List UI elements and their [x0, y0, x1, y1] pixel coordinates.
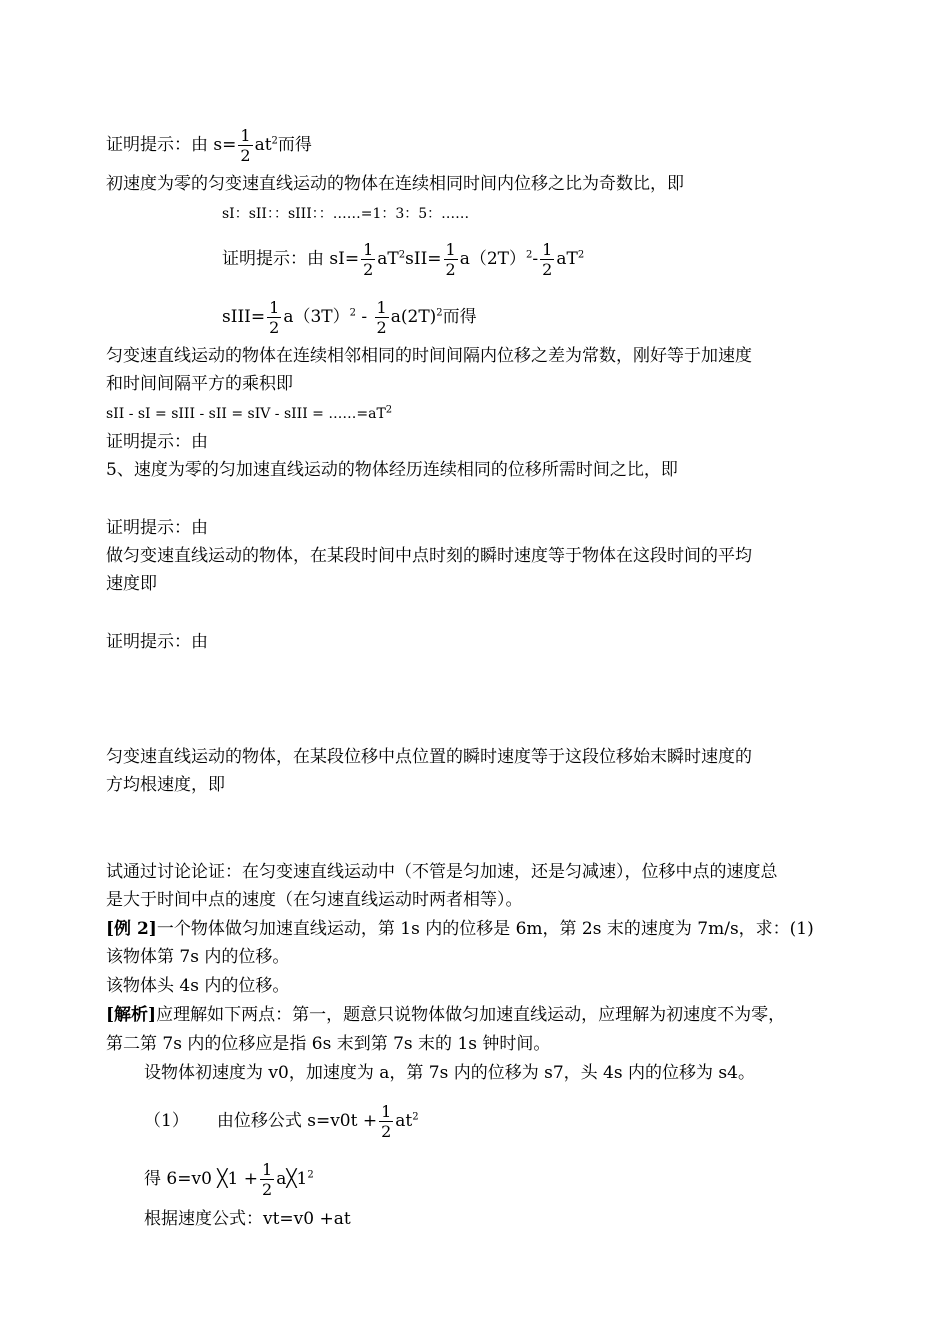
denominator: 2: [269, 318, 280, 337]
exponent: 2: [271, 135, 278, 147]
denominator: 2: [381, 1122, 392, 1141]
text: -: [532, 249, 539, 269]
numerator: 1: [269, 298, 280, 317]
mid-position-velocity-statement: 匀变速直线运动的物体，在某段位移中点位置的瞬时速度等于这段位移始末瞬时速度的: [106, 747, 752, 767]
solution-step-3: 根据速度公式：vt=v0 +at: [144, 1209, 351, 1229]
constant-difference-statement-cont: 和时间间隔平方的乘积即: [106, 374, 293, 394]
fraction: [444, 240, 458, 279]
exponent: 2: [436, 307, 443, 319]
analysis-setup: 设物体初速度为 v0，加速度为 a，第 7s 内的位移为 s7，头 4s 内的位移为 s4。: [144, 1063, 755, 1083]
discussion-prompt-cont: 是大于时间中点的速度（在匀速直线运动时两者相等）。: [106, 890, 523, 910]
text: a╳1: [276, 1169, 308, 1189]
proof-hint-line-1: [106, 126, 312, 165]
denominator: 2: [445, 260, 456, 279]
text: 由位移公式 s=v0t +: [216, 1111, 378, 1131]
text: sII=: [405, 249, 442, 269]
proof-hint-line-3: [222, 298, 477, 337]
fraction: [379, 1102, 393, 1141]
denominator: 2: [262, 1180, 273, 1199]
text: a（2T）: [459, 249, 527, 269]
numerator: 1: [262, 1160, 273, 1179]
exponent: 2: [349, 307, 356, 319]
text: 而得: [277, 135, 312, 155]
example-2-question-part-2: 该物体头 4s 内的位移。: [106, 976, 290, 996]
solution-step-1: [144, 1102, 419, 1141]
odd-ratio-formula: sI：sII：：sIII：：……=1：3：5：……: [222, 206, 470, 222]
text: 一个物体做匀加速直线运动，第 1s 内的位移是 6m，第 2s 末的速度为 7m/s，求：(1): [156, 919, 814, 939]
fraction: [267, 298, 281, 337]
proof-hint-line-5: 证明提示：由: [106, 518, 208, 538]
step-number: （1）: [144, 1111, 189, 1131]
text: 证明提示：由 s=: [106, 135, 237, 155]
solution-step-2: [144, 1160, 314, 1199]
text: aT: [377, 249, 399, 269]
example-label: [例 2]: [106, 919, 157, 939]
exponent: 2: [385, 404, 393, 416]
text: 证明提示：由 sI=: [222, 249, 360, 269]
exponent: 2: [412, 1111, 419, 1123]
numerator: 1: [376, 298, 387, 317]
numerator: 1: [381, 1102, 392, 1121]
proof-hint-line-2: [222, 240, 584, 279]
text: -: [355, 307, 373, 327]
text: 应理解如下两点：第一，题意只说物体做匀加速直线运动，应理解为初速度不为零，: [156, 1005, 786, 1025]
proof-hint-line-6: 证明提示：由: [106, 632, 208, 652]
proof-hint-line-4: 证明提示：由: [106, 432, 208, 452]
exponent: 2: [307, 1169, 314, 1181]
text: a(2T): [390, 307, 437, 327]
text: 而得: [442, 307, 477, 327]
mid-time-velocity-statement: 做匀变速直线运动的物体，在某段时间中点时刻的瞬时速度等于物体在这段时间的平均: [106, 546, 752, 566]
constant-difference-formula: [106, 403, 392, 425]
mid-time-velocity-statement-cont: 速度即: [106, 574, 157, 594]
analysis-label: [解析]: [106, 1005, 157, 1025]
odd-ratio-statement: 初速度为零的匀变速直线运动的物体在连续相同时间内位移之比为奇数比，即: [106, 174, 684, 194]
constant-difference-statement: 匀变速直线运动的物体在连续相邻相同的时间间隔内位移之差为常数，刚好等于加速度: [106, 346, 752, 366]
denominator: 2: [376, 318, 387, 337]
denominator: 2: [363, 260, 374, 279]
example-2-question-part-1: 该物体第 7s 内的位移。: [106, 947, 290, 967]
denominator: 2: [542, 260, 553, 279]
fraction: [361, 240, 375, 279]
text: sII - sI = sIII - sII = sIV - sIII = ……=aT: [106, 406, 386, 422]
numerator: 1: [363, 240, 374, 259]
mid-position-velocity-statement-cont: 方均根速度，即: [106, 775, 225, 795]
numerator: 1: [240, 126, 251, 145]
fraction: [238, 126, 252, 165]
example-2-question: [106, 918, 814, 940]
text: a（3T）: [283, 307, 350, 327]
numerator: 1: [445, 240, 456, 259]
exponent: 2: [526, 249, 533, 261]
item-5-statement: 5、速度为零的匀加速直线运动的物体经历连续相同的位移所需时间之比，即: [106, 460, 678, 480]
numerator: 1: [542, 240, 553, 259]
analysis-line-2: 第二第 7s 内的位移应是指 6s 末到第 7s 末的 1s 钟时间。: [106, 1034, 551, 1054]
fraction: [375, 298, 389, 337]
text: sIII=: [222, 307, 266, 327]
exponent: 2: [398, 249, 406, 261]
analysis-line-1: [106, 1004, 785, 1026]
fraction: [540, 240, 554, 279]
text: at: [254, 135, 272, 155]
text: 得 6=v0 ╳1 +: [144, 1169, 258, 1189]
discussion-prompt: 试通过讨论论证：在匀变速直线运动中（不管是匀加速，还是匀减速），位移中点的速度总: [106, 862, 778, 882]
exponent: 2: [577, 249, 585, 261]
fraction: [260, 1160, 274, 1199]
text: at: [395, 1111, 413, 1131]
text: aT: [556, 249, 578, 269]
denominator: 2: [240, 146, 251, 165]
